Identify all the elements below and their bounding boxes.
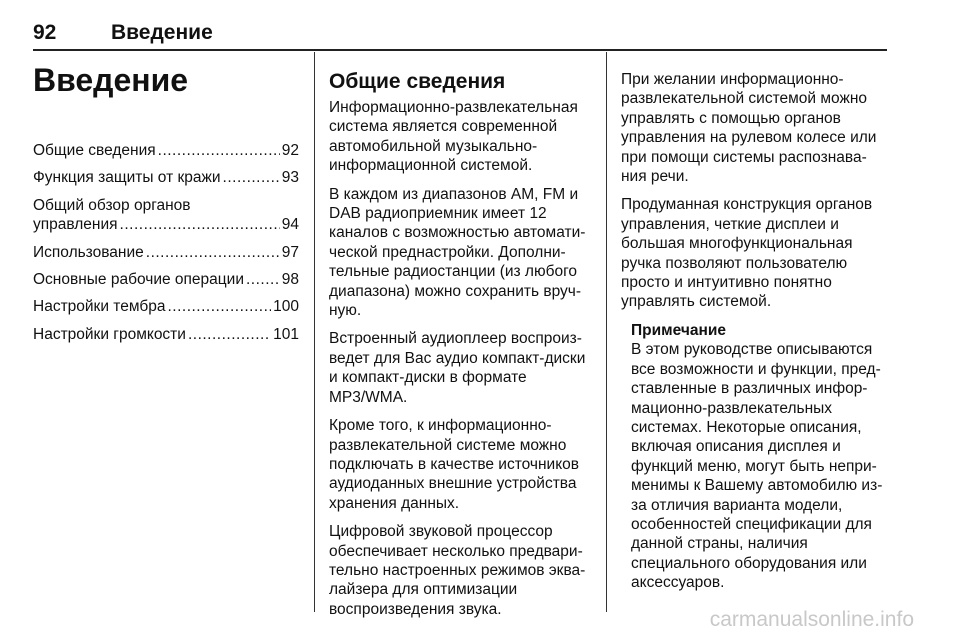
right-column xyxy=(621,70,887,593)
toc-entry-title: Основные рабочие операции xyxy=(33,271,244,289)
toc-entry-title: Использование xyxy=(33,243,144,261)
paragraph: Продуманная конструкция органов управления, четкие дисплеи и большая многофункциональная ручка позволяют пользователю просто и интуитивно понятно управлять системой. xyxy=(621,196,873,311)
toc-entry[interactable] xyxy=(33,141,299,160)
paragraph: Кроме того, к информационно-развлекательной системе можно подключать в качестве источников аудиоданных внешние устройства хранения данных. xyxy=(329,417,580,512)
middle-column xyxy=(329,70,593,628)
toc-entry-page: 100 xyxy=(273,298,299,316)
paragraph: В каждом из диапазонов AM, FM и DAB радиоприемник имеет 12 каналов с возможностью автомати-ческой преднастройки. Дополни-тельные радиостанции (из любого диапазона) можно сохранить вруч-ную. xyxy=(329,185,586,320)
chapter-title: Введение xyxy=(33,62,189,98)
toc-leader xyxy=(246,270,280,289)
toc-entry[interactable] xyxy=(33,168,299,187)
toc-entry-title: Общие сведения xyxy=(33,142,156,159)
toc-entry-page: 98 xyxy=(281,271,299,289)
note-text: В этом руководстве описываются все возможности и функции, пред-ставленные в различных инфор-мационно-развлекательных системах. Некоторые описания, включая описания дисплея и функций меню, могут быть непри-менимы к Вашему автомобилю из-за отличия варианта модели, особенностей спецификации для данной страны, наличия специального оборудования или аксессуаров. xyxy=(631,341,883,592)
toc-leader xyxy=(188,325,271,344)
toc-entry-title: Настройки тембра xyxy=(33,298,166,316)
note-title: Примечание xyxy=(631,321,726,339)
toc-entry-title: управления xyxy=(33,216,118,234)
paragraph: При желании информационно-развлекательной системой можно управлять с помощью органов управления на рулевом колесе или при помощи системы распознава-ния речи. xyxy=(621,71,877,186)
toc-leader xyxy=(158,141,280,160)
toc-leader xyxy=(167,297,271,316)
toc-entry-page: 101 xyxy=(273,325,299,343)
toc-entry[interactable] xyxy=(33,297,299,316)
toc-entry-page: 93 xyxy=(281,169,299,187)
note-block xyxy=(631,321,887,593)
watermark: carmanualsonline.info xyxy=(709,608,914,631)
toc-leader xyxy=(146,243,280,262)
paragraph: Встроенный аудиоплеер воспроиз-ведет для Вас аудио компакт-диски и компакт-диски в формате MP3/WMA. xyxy=(329,330,586,406)
toc-entry-page: 92 xyxy=(281,142,299,159)
toc-entry-page: 97 xyxy=(281,243,299,261)
toc-entry-page: 94 xyxy=(281,216,299,234)
toc-entry[interactable] xyxy=(33,196,299,235)
toc-entry-title: Настройки громкости xyxy=(33,325,186,343)
page-number: 92 xyxy=(33,21,57,44)
column-divider-1 xyxy=(314,52,315,612)
toc-entry[interactable] xyxy=(33,243,299,262)
table-of-contents xyxy=(33,141,299,352)
column-divider-2 xyxy=(606,52,607,612)
toc-entry-title-line1: Общий обзор органов xyxy=(33,196,191,214)
toc-leader xyxy=(223,168,280,187)
toc-entry[interactable] xyxy=(33,325,299,344)
paragraph: Информационно-развлекательная система является современной автомобильной музыкально-информационной системой. xyxy=(329,99,578,175)
section-heading: Общие сведения xyxy=(329,70,506,93)
toc-entry-title: Функция защиты от кражи xyxy=(33,169,221,187)
header-rule xyxy=(33,49,887,51)
toc-leader xyxy=(120,215,280,234)
paragraph: Цифровой звуковой процессор обеспечивает несколько предвари-тельно настроенных режимов эква-лайзера для оптимизации воспроизведения звука. xyxy=(329,523,586,618)
running-header: Введение xyxy=(111,21,213,44)
toc-entry[interactable] xyxy=(33,270,299,289)
